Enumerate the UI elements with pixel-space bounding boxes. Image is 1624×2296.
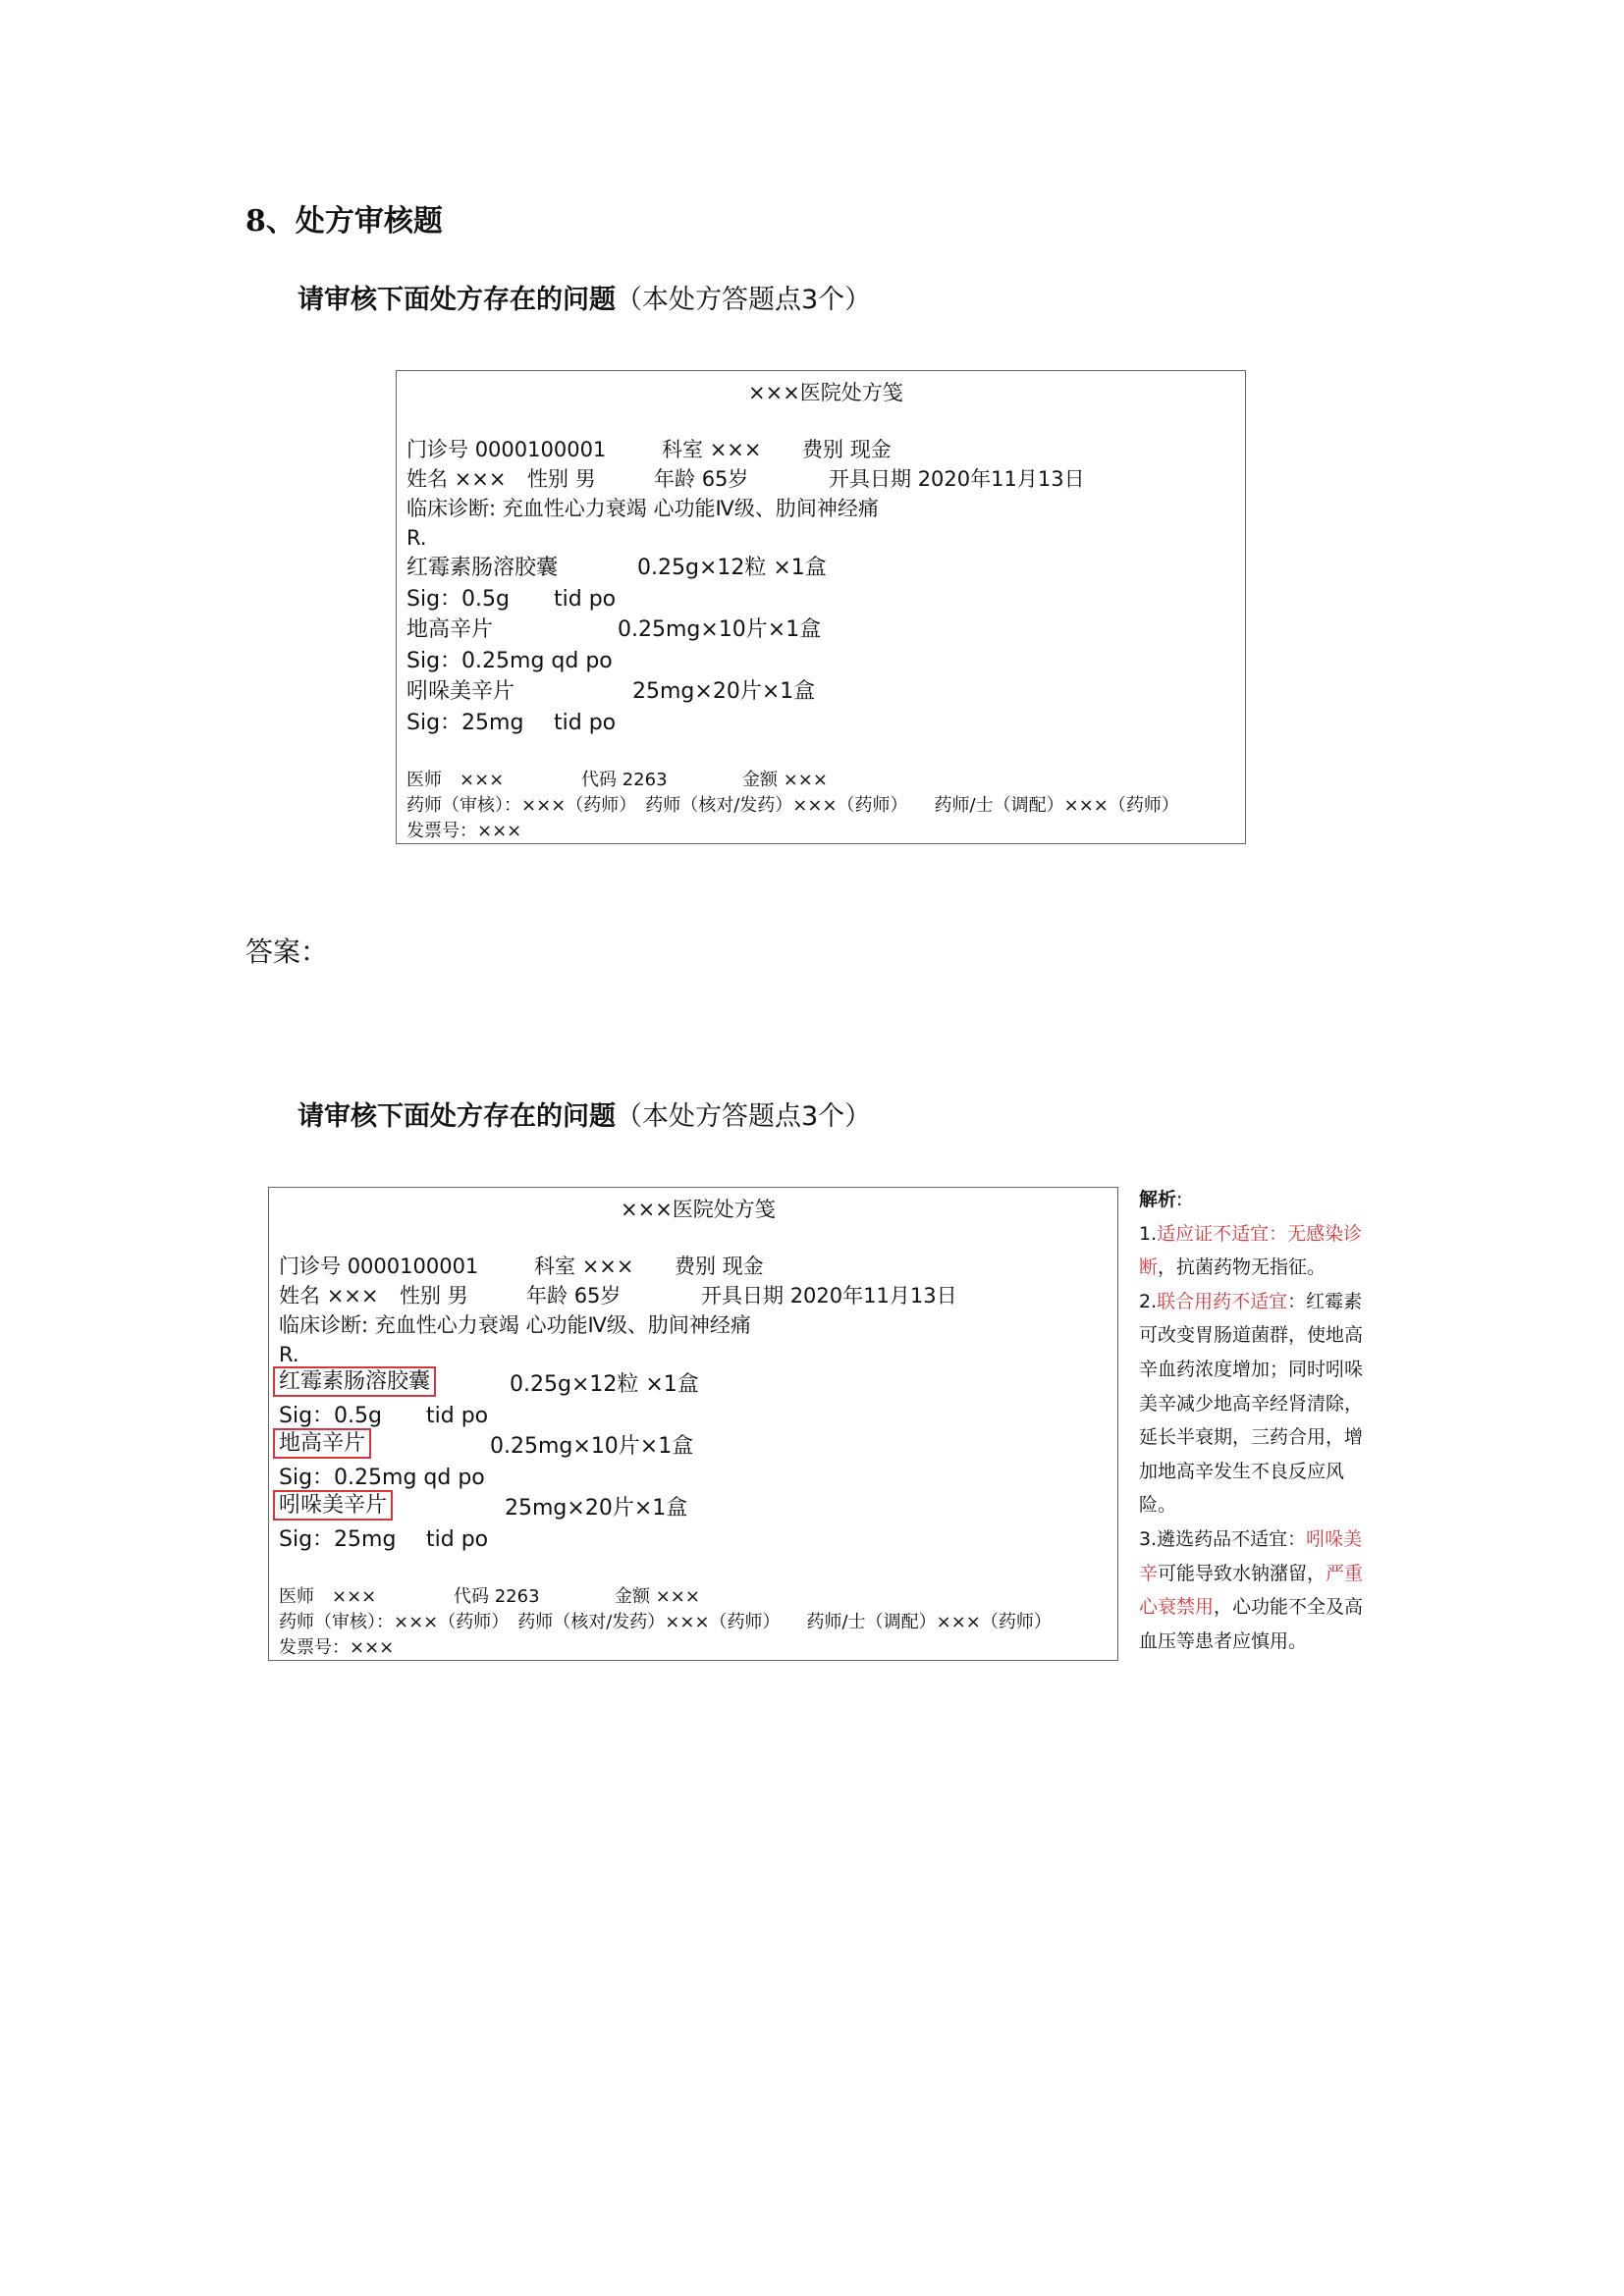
answer-label: 答案：: [245, 935, 329, 968]
label: 临床诊断:: [406, 497, 497, 520]
drug-freq: tid po: [426, 1404, 489, 1428]
rx-clinic-no: [406, 440, 606, 460]
rx-doctor: 医师 ×××: [406, 770, 505, 790]
rx-pharmacists: 药师（审核）：×××（药师） 药师（核对/发药）×××（药师） 药师/士（调配）×××（药师）: [406, 795, 1179, 816]
question-normal: （本处方答题点3个）: [616, 285, 872, 315]
rx-amount: 金额 ×××: [742, 770, 828, 790]
analysis-point-2: [1139, 1285, 1365, 1522]
drug-spec: 0.25g×12粒 ×1盒: [637, 556, 827, 580]
label: 性别: [400, 1284, 441, 1308]
value: 现金: [849, 438, 892, 461]
num: 3.: [1139, 1527, 1158, 1550]
drug-name: 地高辛片: [406, 617, 494, 642]
text: 遴选药品不适宜：: [1157, 1527, 1307, 1550]
rx-name: [406, 469, 506, 490]
value: 2020年11月13日: [789, 1284, 957, 1308]
drug-sig: Sig：25mg: [279, 1527, 397, 1552]
prescription-form-2: [268, 1187, 1118, 1661]
label: 姓名: [279, 1284, 320, 1308]
rx-invoice: 发票号：×××: [279, 1637, 395, 1658]
analysis-point-1: [1139, 1217, 1365, 1285]
text: ，抗菌药物无指征。: [1158, 1256, 1326, 1279]
rx-name: [279, 1286, 378, 1307]
value: 充血性心力衰竭 心功能Ⅳ级、肋间神经痛: [502, 497, 879, 520]
label: 门诊号: [406, 438, 468, 461]
rx-date: [701, 1286, 957, 1307]
rx-diagnosis: [406, 499, 879, 519]
value: 男: [574, 467, 596, 491]
label: 门诊号: [279, 1255, 341, 1278]
rx-fee: [675, 1256, 764, 1277]
red-text: 严重心衰禁用: [1139, 1562, 1364, 1619]
label: 费别: [802, 438, 843, 461]
red-text: 联合用药不适宜: [1157, 1290, 1288, 1312]
rx-fee: [802, 440, 892, 460]
rx-dept: [534, 1256, 633, 1277]
rx-gender: [527, 469, 596, 490]
drug-sig: Sig：0.5g: [279, 1404, 382, 1428]
value: ×××: [326, 1284, 379, 1308]
drug-name: 吲哚美辛片: [406, 679, 515, 704]
highlight-box: 红霉素肠溶胶囊: [273, 1366, 436, 1397]
rx-dept: [662, 440, 761, 460]
drug-freq: tid po: [426, 1527, 489, 1552]
label: 科室: [534, 1255, 575, 1278]
rx-date: [829, 469, 1085, 490]
red-text: 吲哚美辛: [1139, 1527, 1363, 1584]
title-text: 解析: [1139, 1189, 1177, 1210]
rx-age: [526, 1286, 621, 1307]
drug-spec: 25mg×20片×1盒: [505, 1496, 688, 1521]
highlight-box: 地高辛片: [273, 1428, 371, 1459]
drug-name-highlighted: [279, 1433, 371, 1455]
drug-freq: tid po: [554, 587, 617, 612]
value: 0000100001: [347, 1255, 479, 1278]
label: 科室: [662, 438, 703, 461]
drug-spec: 0.25mg×10片×1盒: [490, 1434, 694, 1459]
label: 性别: [527, 467, 568, 491]
prescription-form-1: [396, 370, 1246, 844]
question-text-2: [298, 1095, 871, 1133]
rx-amount: 金额 ×××: [615, 1586, 700, 1607]
text: ：红霉素可改变胃肠道菌群，使地高辛血药浓度增加；同时吲哚美辛减少地高辛经肾清除，延长半衰期，三药合用，增加地高辛发生不良反应风险。: [1139, 1290, 1364, 1517]
rx-doctor: 医师 ×××: [279, 1586, 377, 1607]
rx-title: ×××医院处方笺: [748, 381, 903, 404]
analysis-point-3: [1139, 1522, 1365, 1658]
text: 可能导致水钠潴留，: [1158, 1562, 1326, 1584]
rx-code: 代码 2263: [454, 1586, 540, 1607]
text: ，心功能不全及高血压等患者应慎用。: [1139, 1596, 1364, 1652]
rx-diagnosis: [279, 1315, 751, 1336]
drug-spec: 0.25mg×10片×1盒: [618, 617, 822, 642]
drug-spec: 25mg×20片×1盒: [632, 679, 816, 704]
label: 年龄: [654, 467, 695, 491]
drug-sig: Sig：25mg: [406, 711, 524, 735]
rx-age: [654, 469, 748, 490]
question-bold: 请审核下面处方存在的问题: [298, 285, 616, 315]
value: ×××: [454, 467, 507, 491]
num: 2.: [1139, 1290, 1158, 1312]
rx-title: ×××医院处方笺: [621, 1198, 776, 1221]
drug-sig: Sig：0.25mg qd po: [406, 649, 613, 673]
value: ×××: [581, 1255, 634, 1278]
label: 年龄: [526, 1284, 568, 1308]
rx-invoice: 发票号：×××: [406, 821, 522, 841]
rx-symbol: R.: [279, 1343, 299, 1366]
value: ×××: [709, 438, 762, 461]
title-colon: :: [1176, 1189, 1183, 1210]
value: 现金: [722, 1255, 764, 1278]
value: 男: [447, 1284, 468, 1308]
drug-sig: Sig：0.25mg qd po: [279, 1466, 485, 1490]
value: 充血性心力衰竭 心功能Ⅳ级、肋间神经痛: [374, 1313, 751, 1337]
drug-name-highlighted: [279, 1495, 393, 1517]
highlight-box: 吲哚美辛片: [273, 1490, 393, 1521]
rx-code: 代码 2263: [581, 770, 668, 790]
label: 开具日期: [701, 1284, 784, 1308]
rx-pharmacists: 药师（审核）：×××（药师） 药师（核对/发药）×××（药师） 药师/士（调配）×××（药师）: [279, 1612, 1052, 1632]
rx-gender: [400, 1286, 468, 1307]
label: 费别: [675, 1255, 716, 1278]
value: 2020年11月13日: [917, 467, 1085, 491]
label: 临床诊断:: [279, 1313, 369, 1337]
section-heading: 8、处方审核题: [245, 204, 443, 239]
label: 姓名: [406, 467, 448, 491]
label: 开具日期: [829, 467, 911, 491]
value: 65岁: [573, 1284, 622, 1308]
rx-symbol: R.: [406, 526, 427, 550]
question-normal: （本处方答题点3个）: [616, 1101, 872, 1132]
value: 65岁: [701, 467, 749, 491]
analysis-panel: [1139, 1183, 1365, 1658]
drug-freq: tid po: [554, 711, 617, 735]
num: 1.: [1139, 1222, 1158, 1245]
drug-name: 红霉素肠溶胶囊: [406, 556, 559, 580]
question-bold: 请审核下面处方存在的问题: [298, 1101, 616, 1132]
drug-spec: 0.25g×12粒 ×1盒: [510, 1372, 699, 1397]
red-text: 适应证不适宜：无感染诊断: [1139, 1222, 1363, 1279]
drug-sig: Sig：0.5g: [406, 587, 510, 612]
drug-name-highlighted: [279, 1371, 436, 1393]
rx-clinic-no: [279, 1256, 478, 1277]
analysis-title: [1139, 1183, 1365, 1217]
question-text-1: [298, 278, 871, 316]
value: 0000100001: [474, 438, 607, 461]
